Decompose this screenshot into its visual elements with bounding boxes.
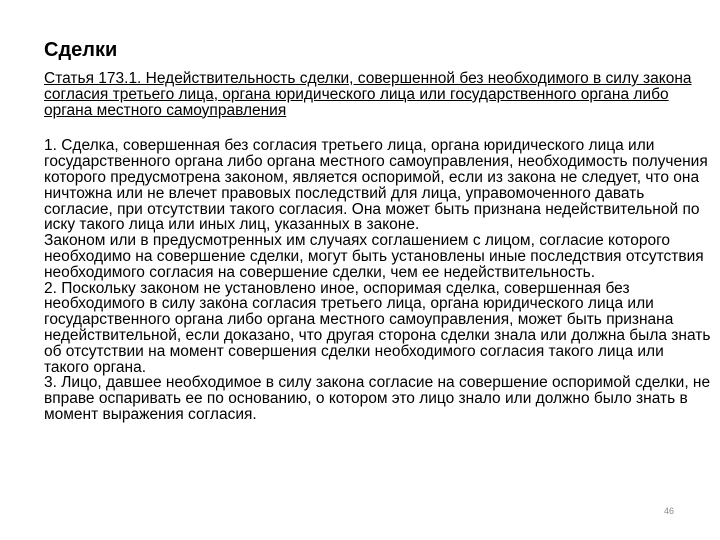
paragraph-3: 2. Поскольку законом не установлено иное, оспоримая сделка, совершенная без необходимого в силу закона согласия третьего лица, органа юридического лица или государственного органа либо органа местного самоуправления, может быть признана недействительной, если доказано, что другая сторона сделки знала или должна была знать об отсутствии на момент совершения сделки необходимого согласия такого лица или такого органа. [44,279,711,376]
page-number: 46 [664,506,675,516]
slide-body [44,71,712,423]
article-heading: Статья 173.1. Недействительность сделки, совершенной без необходимого в силу закона согласия третьего лица, органа юридического лица или государственного органа либо органа местного самоуправления [44,70,692,119]
paragraph-2: Законом или в предусмотренных им случаях соглашением с лицом, согласие которого необходимо на совершение сделки, могут быть установлены иные последствия отсутствия необходимого согласия на совершение сделки, чем ее недействительность. [44,232,704,281]
slide-title: Сделки [44,39,118,61]
paragraph-4: 3. Лицо, давшее необходимое в силу закона согласие на совершение оспоримой сделки, не вправе оспаривать ее по основанию, о котором это лицо знало или должно было знать в момент выражения согласия. [44,374,711,423]
paragraph-1: 1. Сделка, совершенная без согласия третьего лица, органа юридического лица или государственного органа либо органа местного самоуправления, необходимость получения которого предусмотрена законом, является оспоримой, если из закона не следует, что она ничтожна или не влечет правовых последствий для лица, управомоченного давать согласие, при отсутствии такого согласия. Она может быть признана недействительной по иску такого лица или иных лиц, указанных в законе. [44,137,708,234]
